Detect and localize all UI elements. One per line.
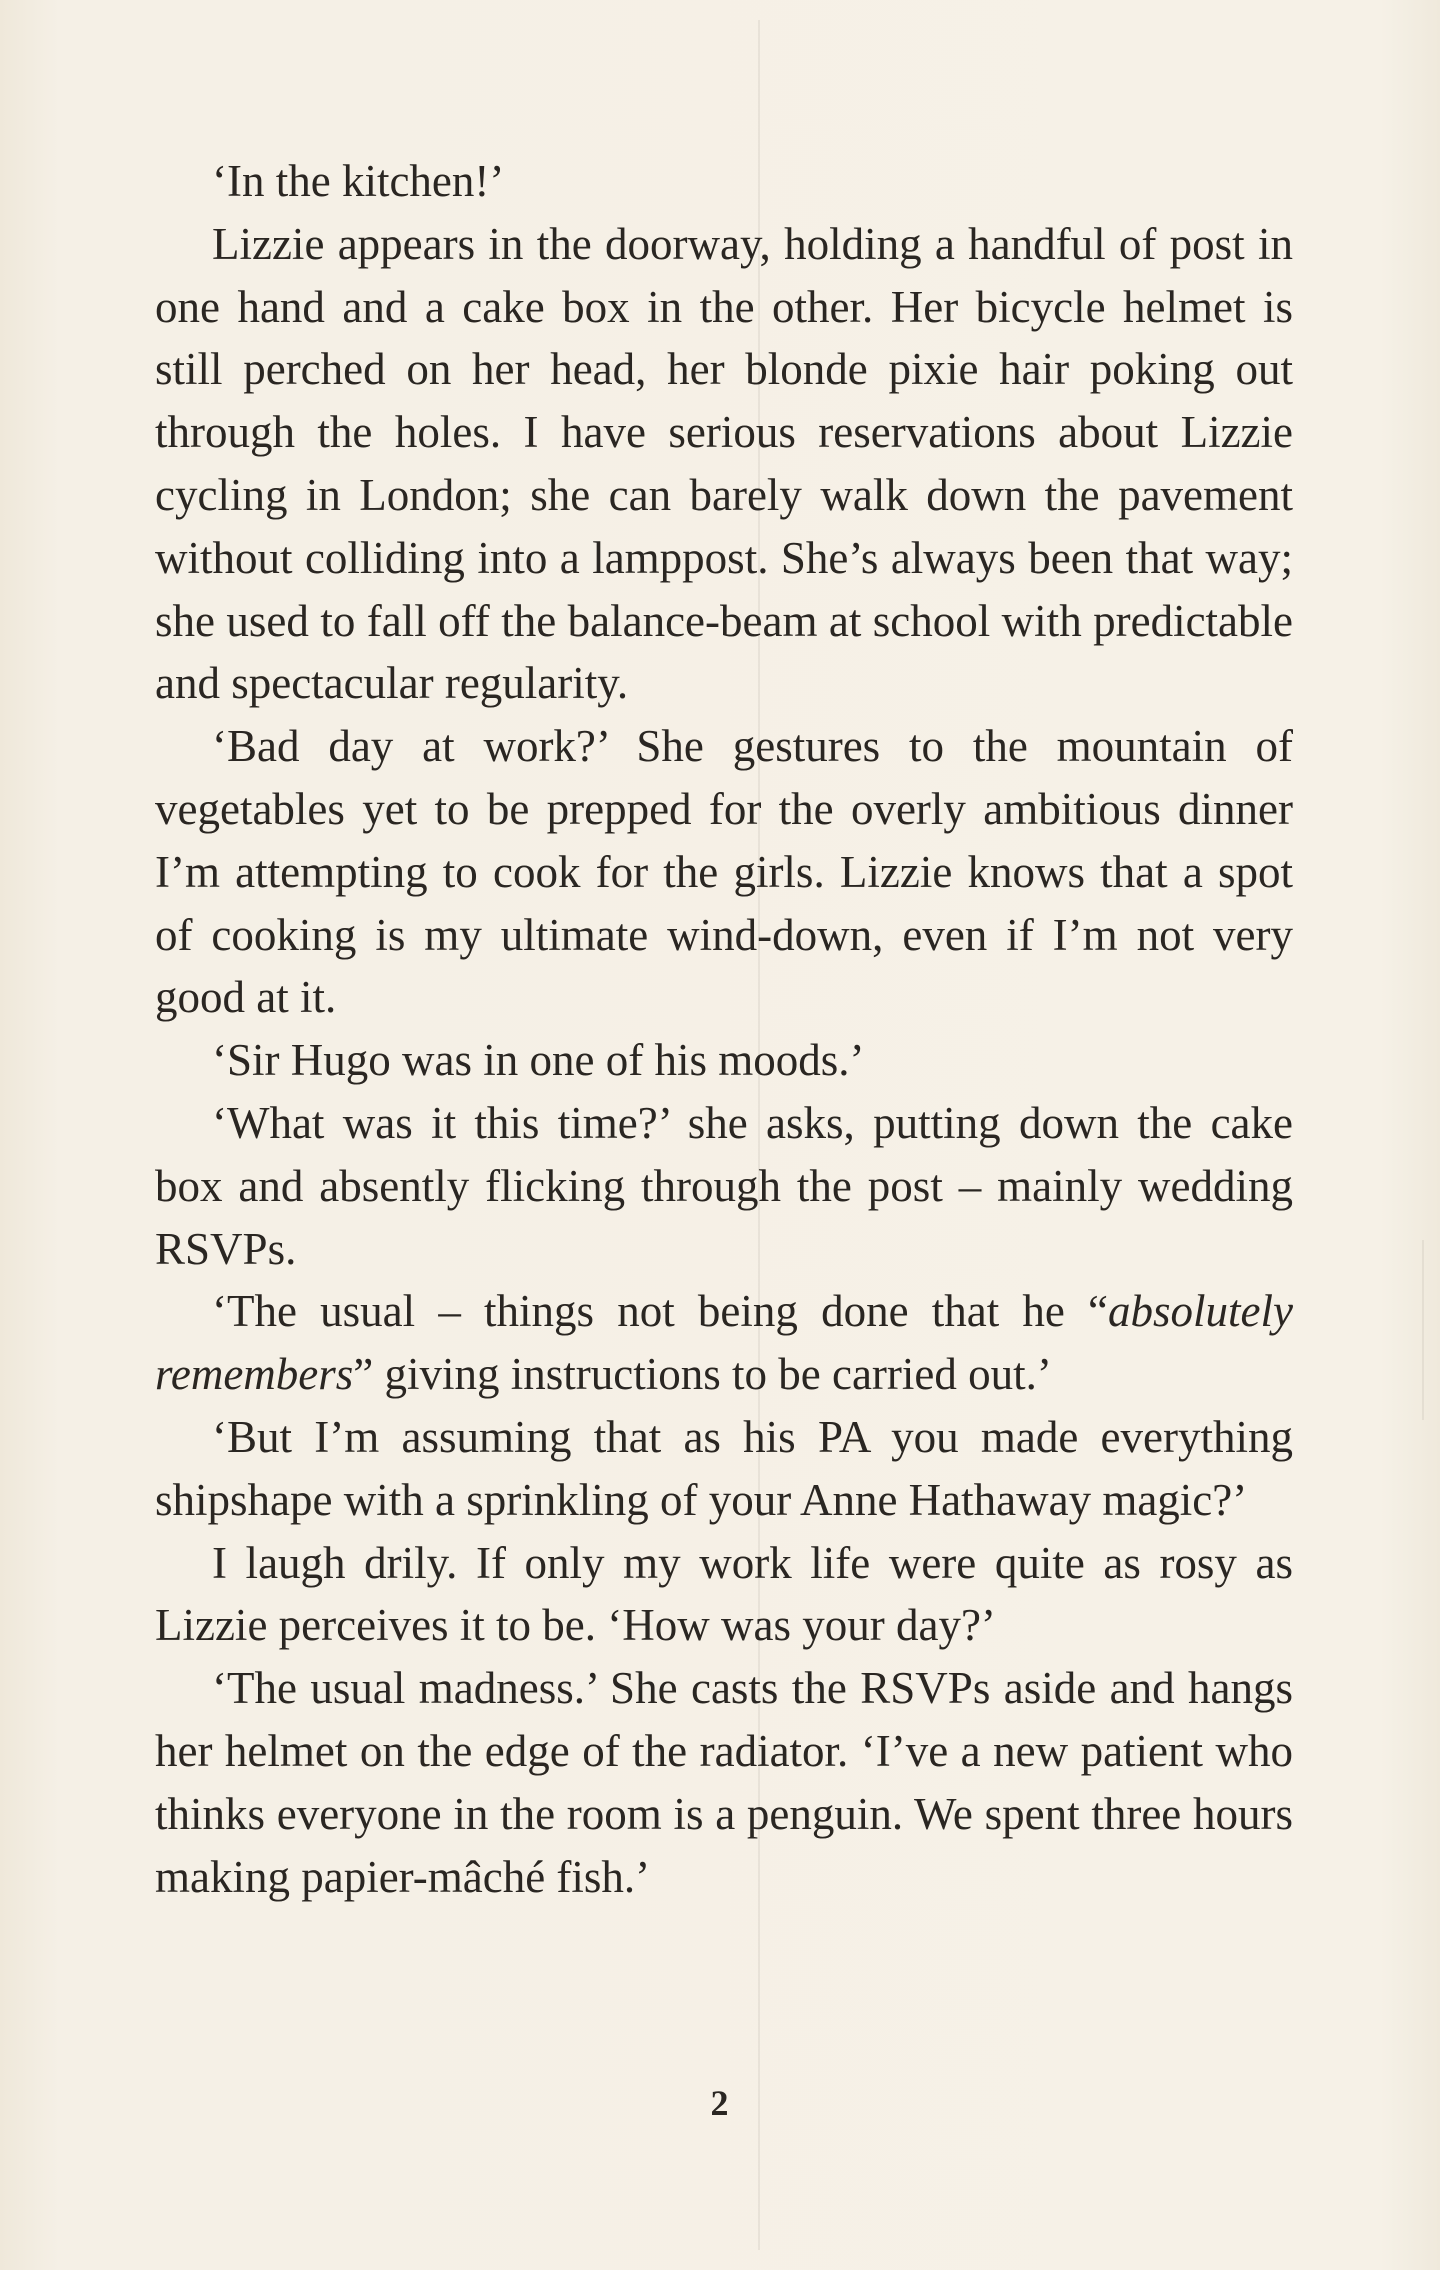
paragraph-quote	[155, 1280, 1293, 1406]
paragraph: ‘The usual madness.’ She casts the RSVPs aside and hangs her helmet on the edge of the radiator. ‘I’ve a new patient who thinks everyone in the room is a penguin. We spent three hours making papier-mâché fish.’	[155, 1663, 1293, 1902]
paragraph: ‘In the kitchen!’	[212, 156, 505, 206]
paragraph: ‘Sir Hugo was in one of his moods.’	[212, 1035, 865, 1086]
paragraph: Lizzie appears in the doorway, holding a handful of post in one hand and a cake box in the other. Her bicycle helmet is still perched on her head, her blonde pixie hair poking out through the holes. I have serious reservations about Lizzie cycling in London; she can barely walk down the pavement without colliding into a lamppost. She’s always been that way; she used to fall off the balance-beam at school with predictable and spectacular regularity.	[155, 218, 1293, 709]
paragraph: ‘But I’m assuming that as his PA you made everything shipshape with a sprinkling of your Anne Hathaway magic?’	[155, 1411, 1293, 1525]
quote-emphasis: absolutely remembers	[155, 1286, 1293, 1400]
quote-text-after: ” giving instructions to be carried out.’	[353, 1349, 1052, 1400]
paragraph: ‘What was it this time?’ she asks, putting down the cake box and absently flicking through the post – mainly wedding RSVPs.	[155, 1097, 1293, 1274]
body-text	[155, 150, 1293, 1908]
page-number: 2	[710, 2083, 730, 2123]
quote-text-before: ‘The usual – things not being done that he “	[212, 1286, 1109, 1337]
paragraph: I laugh drily. If only my work life were quite as rosy as Lizzie perceives it to be. ‘How was your day?’	[155, 1537, 1293, 1651]
paragraph: ‘Bad day at work?’ She gestures to the mountain of vegetables yet to be prepped for the overly ambitious dinner I’m attempting to cook for the girls. Lizzie knows that a spot of cooking is my ultimate wind-down, even if I’m not very good at it.	[155, 721, 1293, 1023]
scan-artifact	[1422, 1240, 1424, 1420]
